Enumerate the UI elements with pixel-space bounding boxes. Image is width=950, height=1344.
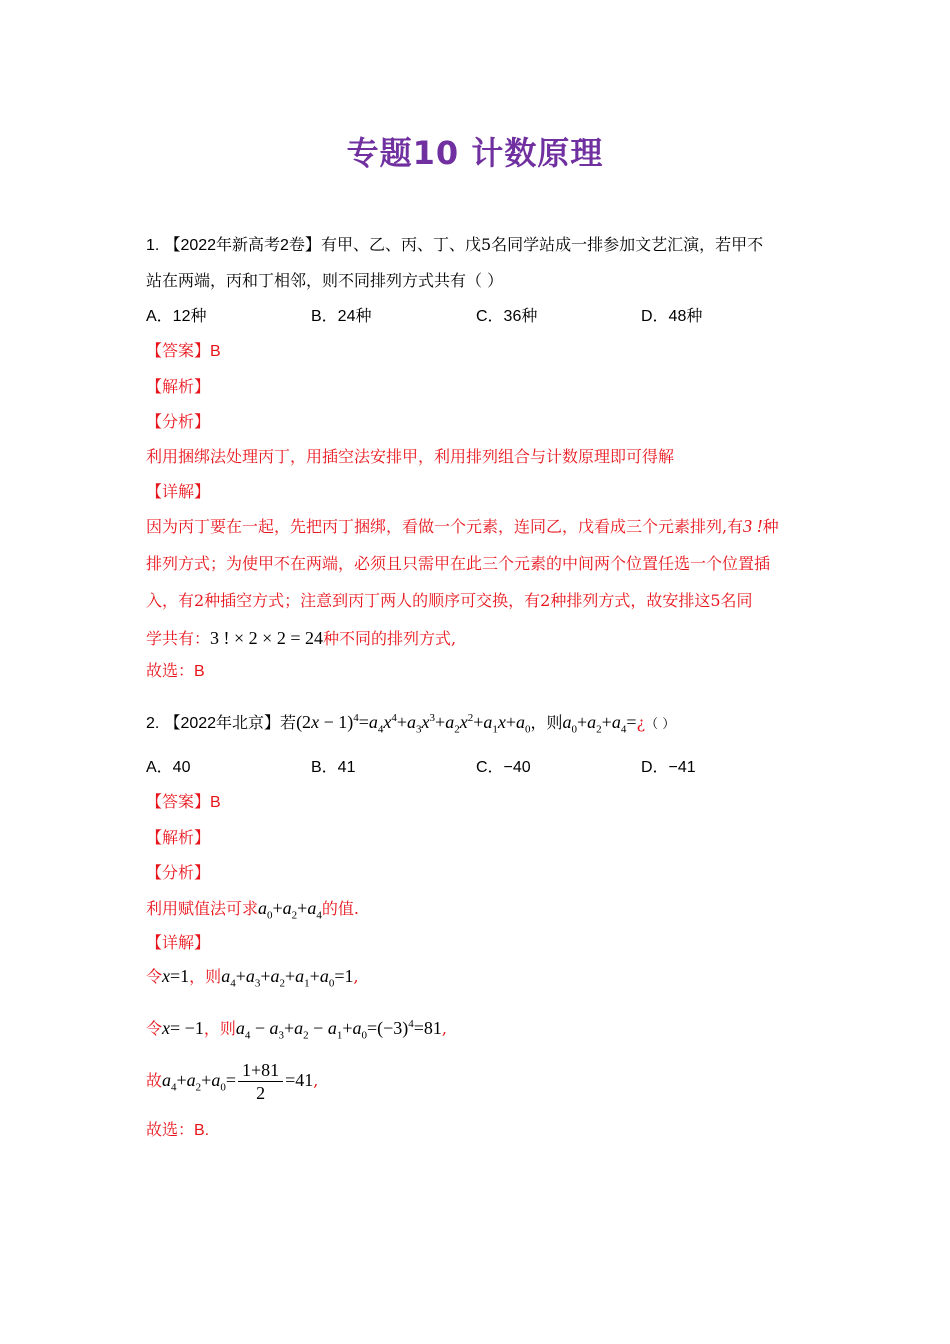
q2-equation: $(2x - 1)^4=a_4x^4+a_3x^3+a_2x^2+a_1x+a_0$ [296,712,531,736]
q1-stem-a: 有甲、乙、丙、丁、戊5名同学站成一排参加文艺汇演，若甲不 [320,235,764,254]
q1-detail-4a: 学共有： [146,629,211,648]
q2-step2-b: ，则 [203,1019,236,1038]
q2-step2-cond: x= −1 [162,1018,204,1038]
q1-detail-1m: 3 ! [743,516,763,536]
q1-detail-1a: 因为丙丁要在一起，先把丙丁捆绑，看做一个元素，连同乙，戊看成三个元素排列,有 [146,517,744,536]
q2-option-d[interactable]: D．−41 [641,759,696,776]
q2-xiangjie-label: 【详解】 [146,933,211,952]
q1-option-d[interactable]: D．48种 [641,308,703,325]
q2-step2: 令x= −1，则$a_4 - a_3+a_2 - a_1+a_0=(-3)^4=81$, [146,1018,448,1042]
q2-source: 【2022年北京】 [164,715,281,732]
q1-analysis: 利用捆绑法处理丙丁，用插空法安排甲，利用排列组合与计数原理即可得解 [146,447,675,466]
q2-step2-a: 令 [146,1019,163,1038]
q2-frac-den: 2 [256,1083,266,1103]
q1-answer: 【答案】B [146,343,221,360]
q1-detail-line2: 排列方式；为使甲不在两端，必须且只需甲在此三个元素的中间两个位置任选一个位置插 [146,554,771,573]
q2-option-c[interactable]: C．−40 [476,759,531,776]
q1-source: 【2022年新高考2卷】 [164,237,321,254]
q1-stem-b: 站在两端，丙和丁相邻，则不同排列方式共有（ ） [146,271,504,290]
q2-step3: 故$a_4+a_2+a_0=$ $\frac{1+81}{2}$ =41, [146,1060,319,1103]
q2-frac-num: 1+81 [238,1059,283,1082]
q1-detail-line1 [146,515,779,538]
q1-detail-line3: 入，有2种插空方式；注意到丙丁两人的顺序可交换，有2种排列方式，故安排这5名同 [146,591,753,610]
q2-analysis-expr: $a_0+a_2+a_4$ [258,898,322,922]
q2-option-b[interactable]: B．41 [311,759,356,776]
q1-number: 1. [146,237,160,254]
q2-conclusion: 故选：B. [146,1122,210,1139]
q1-option-a[interactable]: A．12种 [146,308,207,325]
q1-xiangjie-label: 【详解】 [146,482,211,501]
q2-step3-rhs: =41 [285,1070,314,1090]
q2-step3-fraction [238,1059,283,1104]
q1-option-c[interactable]: C．36种 [476,308,538,325]
q2-step1-b: ，则 [189,967,222,986]
q2-fenxi-label: 【分析】 [146,863,211,882]
q2-analysis [146,897,359,927]
q1-stem-line1 [146,234,763,257]
q2-answer: 【答案】B [146,794,221,811]
q2-step2-eq: $a_4 - a_3+a_2 - a_1+a_0=(-3)^4=81$ [235,1018,442,1042]
q2-stem-paren: （ ） [645,717,676,732]
q1-detail-line4 [146,627,456,650]
q1-option-b[interactable]: B．24种 [311,308,372,325]
q2-option-a[interactable]: A．40 [146,759,191,776]
q1-fenxi-label: 【分析】 [146,412,211,431]
q2-step1-cond: x=1 [162,966,190,986]
q2-stem-mid: ，则 [530,713,563,732]
page-title: 专题10 计数原理 [346,134,604,172]
q2-step1-a: 令 [146,967,163,986]
q2-jiexi-label: 【解析】 [146,828,211,847]
q2-number: 2. [146,715,160,732]
q2-step3-lhs: $a_4+a_2+a_0=$ [162,1070,236,1094]
q1-detail-4b: 种不同的排列方式, [322,629,457,648]
q2-step1-eq: $a_4+a_3+a_2+a_1+a_0=1$ [221,966,354,990]
q1-detail-1b: 种 [762,517,779,536]
q2-stem-q: ¿ [636,713,646,732]
q1-detail-4m: 3 ! × 2 × 2 = 24 [210,628,323,648]
q1-conclusion: 故选：B [146,663,205,680]
q2-step3-a: 故 [146,1071,163,1090]
q2-analysis-post: 的值. [321,899,359,918]
q2-sum-expr: $a_0+a_2+a_4=$ [562,712,637,736]
q2-stem-pre: 若 [280,713,297,732]
q2-analysis-pre: 利用赋值法可求 [146,899,259,918]
q2-step1: 令x=1，则$a_4+a_3+a_2+a_1+a_0=1$, [146,966,359,990]
q1-jiexi-label: 【解析】 [146,377,211,396]
q2-stem [146,707,675,741]
